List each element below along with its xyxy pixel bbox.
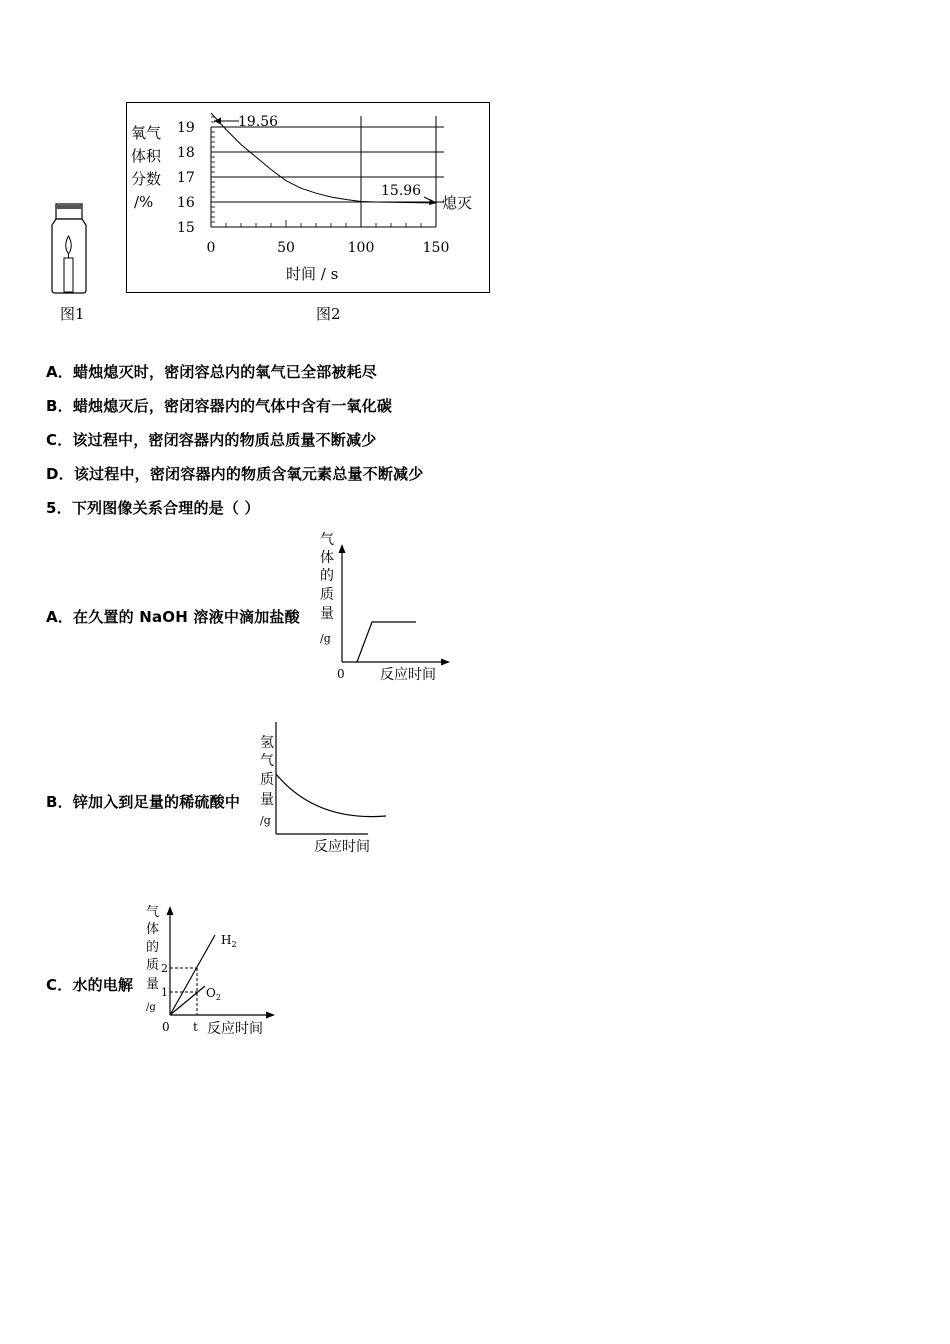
ylabel-line-2: 体积 (131, 147, 162, 165)
y-arrow (339, 544, 346, 553)
y-tick-2: 2 (161, 962, 168, 975)
h2-label: $H_2$ (221, 933, 237, 949)
q5-chart-b (256, 720, 396, 860)
figure2-chart (126, 102, 490, 293)
origin-label: 0 (162, 1020, 170, 1034)
q5-chart-c (142, 900, 282, 1045)
x-arrow (266, 1012, 275, 1019)
ylabel-char: 的 (320, 568, 334, 584)
figure1 (40, 198, 100, 298)
ylabel-char: 氢 (260, 735, 274, 751)
figure2-caption: 图2 (316, 305, 341, 323)
q5-chart-a (310, 528, 460, 688)
xlabel: 时间 / s (286, 265, 339, 283)
curve (357, 622, 416, 662)
y-tick-label: 17 (177, 170, 195, 186)
oxygen-chart-svg (126, 102, 490, 293)
candle-jar-illustration (40, 198, 100, 298)
ylabel-char: /g (260, 814, 271, 827)
ylabel-char: 体 (146, 922, 160, 937)
q4-option-c: C．该过程中，密闭容器内的物质总质量不断减少 (46, 431, 377, 449)
start-annotation: 19.56 (238, 114, 279, 130)
q4-option-b: B．蜡烛熄灭后，密闭容器内的气体中含有一氧化碳 (46, 397, 393, 415)
y-tick-label: 15 (177, 220, 195, 236)
curve (276, 774, 386, 817)
t-label: t (193, 1020, 198, 1034)
origin-label: 0 (337, 667, 345, 681)
ylabel-char: 体 (320, 550, 334, 566)
x-tick-label: 150 (422, 240, 450, 256)
chart-b-svg (256, 720, 396, 860)
q5-option-c: C．水的电解 (46, 976, 134, 994)
ylabel-char: 量 (320, 606, 334, 622)
xlabel: 反应时间 (207, 1021, 263, 1037)
ylabel-char: 质 (146, 958, 160, 973)
q4-option-a: A．蜡烛熄灭时，密闭容总内的氧气已全部被耗尽 (46, 363, 378, 381)
y-tick-label: 16 (177, 195, 195, 211)
x-tick-label: 0 (206, 240, 216, 256)
q5-option-a: A．在久置的 NaOH 溶液中滴加盐酸 (46, 608, 300, 626)
end-annotation: 15.96 (381, 183, 422, 199)
x-tick-label: 50 (277, 240, 295, 256)
ylabel-char: 气 (320, 532, 334, 548)
h2-line (170, 935, 215, 1015)
q5-option-b: B．锌加入到足量的稀硫酸中 (46, 793, 241, 811)
ylabel-char: /g (320, 632, 331, 645)
ylabel-line-4: /% (134, 193, 154, 211)
x-tick-label: 100 (347, 240, 375, 256)
chart-c-svg (142, 900, 282, 1045)
ylabel-char: 气 (146, 905, 160, 920)
y-tick-1: 1 (161, 986, 168, 999)
figure1-caption: 图1 (60, 305, 85, 323)
o2-label: $O_2$ (206, 986, 221, 1002)
q5-stem: 5．下列图像关系合理的是（ ） (46, 499, 260, 517)
ylabel-char: 的 (146, 940, 160, 955)
y-tick-label: 18 (177, 145, 195, 161)
ylabel-char: 质 (320, 587, 334, 603)
ylabel-char: /g (146, 1002, 156, 1013)
ylabel-line-3: 分数 (131, 170, 162, 188)
xlabel: 反应时间 (314, 839, 370, 855)
ylabel-char: 量 (146, 977, 160, 992)
ylabel-char: 量 (260, 792, 274, 808)
y-arrow (167, 906, 174, 915)
ylabel-char: 气 (260, 753, 274, 769)
ylabel-char: 质 (260, 772, 274, 788)
end-label: 熄灭 (442, 194, 473, 212)
o2-line (170, 986, 205, 1015)
y-tick-label: 19 (177, 120, 195, 136)
xlabel: 反应时间 (380, 667, 436, 683)
ylabel-line-1: 氧气 (131, 124, 162, 142)
chart-a-svg (310, 528, 460, 688)
x-arrow (441, 659, 450, 666)
q4-option-d: D．该过程中，密闭容器内的物质含氧元素总量不断减少 (46, 465, 424, 483)
